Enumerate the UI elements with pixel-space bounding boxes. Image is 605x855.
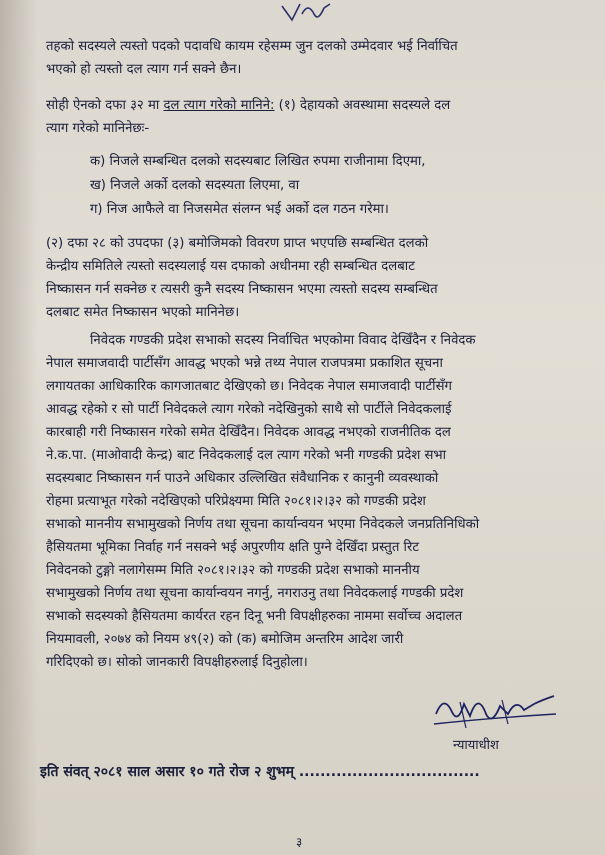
para-4-line-8: रोहमा प्रत्याभूत गरेको नदेखिएको परिप्रेक्ष्यमा मिति २०८१।२।३२ को गण्डकी प्रदेश: [46, 494, 426, 509]
para-2-line-2: त्याग गरेको मानिनेछः-: [46, 121, 150, 136]
para-4-line-2: नेपाल समाजवादी पार्टीसँग आवद्ध भएको भन्ने तथ्य नेपाल राजपत्रमा प्रकाशित सूचना: [46, 356, 443, 371]
handwritten-mark: [278, 0, 338, 26]
para-4-line-12: सभामुखको निर्णय तथा सूचना कार्यान्वयन नगर्नु, नगराउनु तथा निवेदकलाई गण्डकी प्रदेश: [46, 586, 464, 601]
para-4-line-13: सभाको सदस्यको हैसियतमा कार्यरत रहन दिनू भनी विपक्षीहरुका नाममा सर्वोच्च अदालत: [46, 609, 463, 624]
para-3-line-3: निष्कासन गर्न सक्नेछ र त्यसरी कुनै सदस्य निष्कासन भएमा त्यस्तो सदस्य सम्बन्धित: [46, 282, 438, 297]
para-2-line-1: [46, 95, 564, 117]
judge-signature: [430, 684, 560, 734]
text-segment: सोही ऐनको दफा ३२ मा: [46, 98, 164, 113]
underlined-heading: दल त्याग गरेको मानिने:: [163, 98, 275, 113]
date-line: इति संवत् २०८१ साल असार १० गते रोज २ शुभम् ..................................: [40, 764, 480, 780]
list-item-ka: क) निजले सम्बन्धित दलको सदस्यबाट लिखित रुपमा राजीनामा दिएमा,: [90, 154, 426, 169]
page-shadow: [0, 0, 38, 855]
para-4-line-9: सभाको माननीय सभामुखको निर्णय तथा सूचना कार्यान्वयन भएमा निवेदकले जनप्रतिनिधिको: [46, 517, 480, 532]
para-3-line-4: दलबाट समेत निष्कासन भएको मानिनेछ।: [46, 305, 240, 320]
page-number: ३: [296, 835, 303, 849]
text-segment: (१) देहायको अवस्थामा सदस्यले दल: [274, 98, 451, 113]
para-4-line-5: कारबाही गरी निष्कासन गरेको समेत देखिँदैन। निवेदक आवद्ध नभएको राजनीतिक दल: [46, 425, 451, 440]
para-4-line-11: निवेदनको टुङ्गो नलागेसम्म मिति २०८१।२।३२ को गण्डकी प्रदेश सभाको माननीय: [46, 563, 420, 578]
list-item-ga: ग) निज आफैले वा निजसमेत संलग्न भई अर्को दल गठन गरेमा।: [90, 202, 389, 217]
para-4-line-14: नियमावली, २०७४ को नियम ४९(२) को (क) बमोजिम अन्तरिम आदेश जारी: [46, 632, 404, 647]
para-4-line-4: आवद्ध रहेको र सो पार्टी निवेदकले त्याग गरेको नदेखिनुको साथै सो पार्टीले निवेदकलाई: [46, 402, 452, 417]
para-4-line-1: निवेदक गण्डकी प्रदेश सभाको सदस्य निर्वाचित भएकोमा विवाद देखिँदैन र निवेदक: [90, 333, 476, 348]
signature-title: न्यायाधीश: [453, 738, 499, 753]
para-3-line-2: केन्द्रीय समितिले त्यस्तो सदस्यलाई यस दफाको अधीनमा रही सम्बन्धित दलबाट: [46, 259, 415, 274]
para-4-line-3: लगायतका आधिकारिक कागजातबाट देखिएको छ। निवेदक नेपाल समाजवादी पार्टीसँग: [46, 379, 452, 394]
para-4-line-7: सदस्यबाट निष्कासन गर्न पाउने अधिकार उल्लिखित संवैधानिक र कानुनी व्यवस्थाको: [46, 471, 439, 486]
para-4-line-15: गरिदिएको छ। सोको जानकारी विपक्षीहरुलाई दिनुहोला।: [46, 655, 308, 670]
para-1-line-2: भएको हो त्यस्तो दल त्याग गर्न सक्ने छैन।: [46, 62, 242, 77]
para-4-line-6: ने.क.पा. (माओवादी केन्द्र) बाट निवेदकलाई दल त्याग गरेको भनी गण्डकी प्रदेश सभा: [46, 448, 447, 463]
para-1-line-1: तहको सदस्यले त्यस्तो पदको पदावधि कायम रहेसम्म जुन दलको उम्मेदवार भई निर्वाचित: [46, 39, 458, 54]
para-3-line-1: (२) दफा २८ को उपदफा (३) बमोजिमको विवरण प्राप्त भएपछि सम्बन्धित दलको: [46, 236, 429, 251]
para-4-line-10: हैसियतमा भूमिका निर्वाह गर्न नसक्ने भई अपुरणीय क्षति पुग्ने देखिँदा प्रस्तुत रिट: [46, 540, 419, 555]
list-item-kha: ख) निजले अर्को दलको सदस्यता लिएमा, वा: [90, 178, 300, 193]
